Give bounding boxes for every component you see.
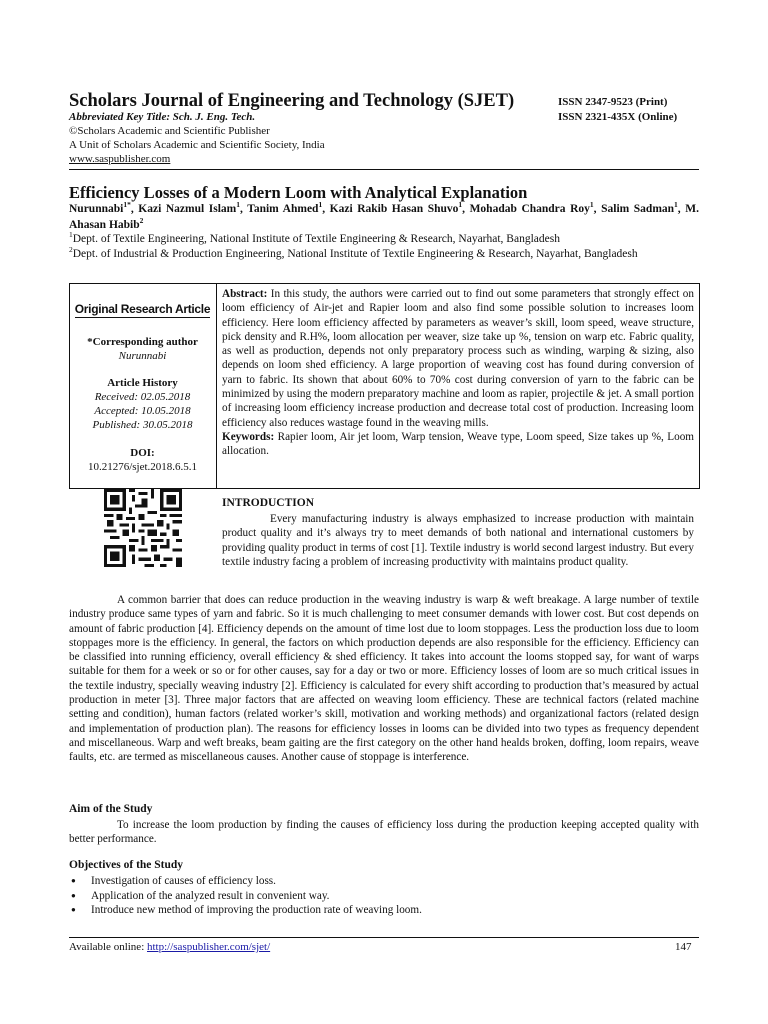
- page-number: 147: [675, 941, 692, 953]
- list-item: ● Application of the analyzed result in convenient way.: [69, 889, 699, 904]
- article-history: [70, 376, 215, 432]
- corresponding-block: [70, 335, 215, 363]
- abstract-paragraph: Abstract: In this study, the authors were carried out to find out some parameters that strongly effect on loom efficiency of Air-jet and Rapier loom and also find some possible solution to increases loom efficiency. Here loom efficiency affected by parameters as weaver’s skill, loom speed, weave structure, pick density and R.H%, loom allocation per weaver, size take up %, tension on warp etc. Fabric quality, as well as production, depends not only preparatory process such as winding, warping & sizing, also depends on loom shed efficiency. A large proportion of weaving cost has found during conversion of yarn to fabric. Its shown that about 60% to 70% cost during conversion of yarn to the fabric can be minimized by using the modern preparatory machine and loom as rapier, projectile & jet. A small portion of increasing loom efficiency increase production and decrease total cost of production. Increasing loom efficiency also reduces wastage found in the weaving mills.: [222, 288, 694, 429]
- history-label: Article History: [107, 377, 178, 389]
- footer-rule: [69, 937, 699, 938]
- affiliation-1: $^1$Dept. of Textile Engineering, National Institute of Textile Engineering & Research, Nayarhat, Bangladesh: [69, 230, 560, 245]
- introduction-paragraph-1: Every manufacturing industry is always emphasized to increase production with maintain product quality and it’s always try to meet demands of both national and international customers by providing quality product in terms of cost [1]. Textile industry is world second largest industry. But every textile industry facing a problem of increasing productivity with maintains product quality.: [222, 513, 694, 568]
- doi-label: DOI:: [130, 447, 155, 459]
- issn-print: ISSN 2347-9523 (Print): [558, 96, 668, 108]
- footer-url-link[interactable]: http://saspublisher.com/sjet/: [147, 941, 271, 953]
- aim-heading: Aim of the Study: [69, 803, 153, 815]
- affiliation-2: $^2$Dept. of Industrial & Production Engineering, National Institute of Textile Engineering & Research, Nayarhat, Bangladesh: [69, 245, 638, 260]
- published-date: Published: 30.05.2018: [92, 419, 193, 431]
- introduction-paragraph-2: A common barrier that does can reduce production in the weaving industry is warp & weft breakage. A large number of textile industry produce same types of yarn and fabric. So it is much challenging to meet consumer demands with lower cost. But cost depends on amount of fabric production [4]. Efficiency depends on the amount of time lost due to loom stoppages. Less the production loss due to loom stoppages more is the efficiency. In general, the factors on which production depends are also responsible for the efficiency. Efficiency can be classified into running efficiency, overall efficiency & shed efficiency. It takes into account the looms stopped say, for want of warps suitable for them for a week or so or for other causes, say for a day or two or more. Efficiency losses of loom are so much critical issues in the textile industry, specially weaving industry [2]. Efficiency is calculated for every shift according to production that’s measured by actual production in meter [3]. Three major factors that are affected on weaving loom efficiency. These are technical factors (related machine setting and condition), human factors (related worker’s skill, motivation and working methods) and organizational factors (related design and implementation of production plan). The reasons for efficiency losses in looms can be divided into two types as frequency dependent and miscellaneous. Warp and weft breaks, beam gaiting are the first category on the other hand healds broken, doffing, loom repairs, weave faults, etc. are termed as miscellaneous causes. Another cause of stoppage is interference.: [69, 594, 699, 764]
- society-line: A Unit of Scholars Academic and Scientific Society, India: [69, 139, 325, 151]
- doi-block: [70, 446, 215, 474]
- received-date: Received: 02.05.2018: [94, 391, 191, 403]
- issn-online: ISSN 2321-435X (Online): [558, 111, 678, 123]
- accepted-date: Accepted: 10.05.2018: [94, 405, 191, 417]
- introduction-heading: INTRODUCTION: [222, 497, 315, 509]
- aim-paragraph: To increase the loom production by finding the causes of efficiency loss during the production keeping accepted quality with better performance.: [69, 819, 699, 846]
- corresponding-name: Nurunnabi: [118, 350, 167, 362]
- list-item: ● Introduce new method of improving the production rate of weaving loom.: [69, 903, 699, 918]
- abbreviated-title: Abbreviated Key Title: Sch. J. Eng. Tech.: [69, 111, 256, 123]
- header-rule: [69, 169, 699, 170]
- footer: [69, 941, 270, 953]
- doi-value[interactable]: 10.21276/sjet.2018.6.5.1: [87, 461, 198, 473]
- objectives-heading: Objectives of the Study: [69, 859, 184, 871]
- keywords-paragraph: Keywords: Rapier loom, Air jet loom, Warp tension, Weave type, Loom speed, Size takes up %, Loom allocation.: [222, 430, 694, 458]
- objectives-list: [69, 874, 699, 918]
- qr-code-icon: [104, 489, 182, 567]
- paper-title: Efficiency Losses of a Modern Loom with Analytical Explanation: [69, 183, 528, 202]
- footer-label: Available online:: [69, 941, 147, 953]
- author-list: Nurunnabi$^{1*}$, Kazi Nazmul Islam$^1$, Tanim Ahmed$^1$, Kazi Rakib Hasan Shuvo$^1$, Mohadab Chandra Roy$^1$, Salim Sadman$^1$, M. Ahasan Habib$^2$: [69, 200, 699, 231]
- box-divider: [216, 283, 217, 489]
- list-item: ● Investigation of causes of efficiency loss.: [69, 874, 699, 889]
- abstract-text: [222, 287, 694, 459]
- website-link[interactable]: www.saspublisher.com: [69, 153, 171, 165]
- article-type-label: Original Research Article: [74, 302, 211, 316]
- article-type: [70, 302, 215, 318]
- corresponding-label: *Corresponding author: [87, 336, 198, 348]
- publisher-line: ©Scholars Academic and Scientific Publisher: [69, 125, 270, 137]
- journal-title: Scholars Journal of Engineering and Technology (SJET): [69, 91, 515, 111]
